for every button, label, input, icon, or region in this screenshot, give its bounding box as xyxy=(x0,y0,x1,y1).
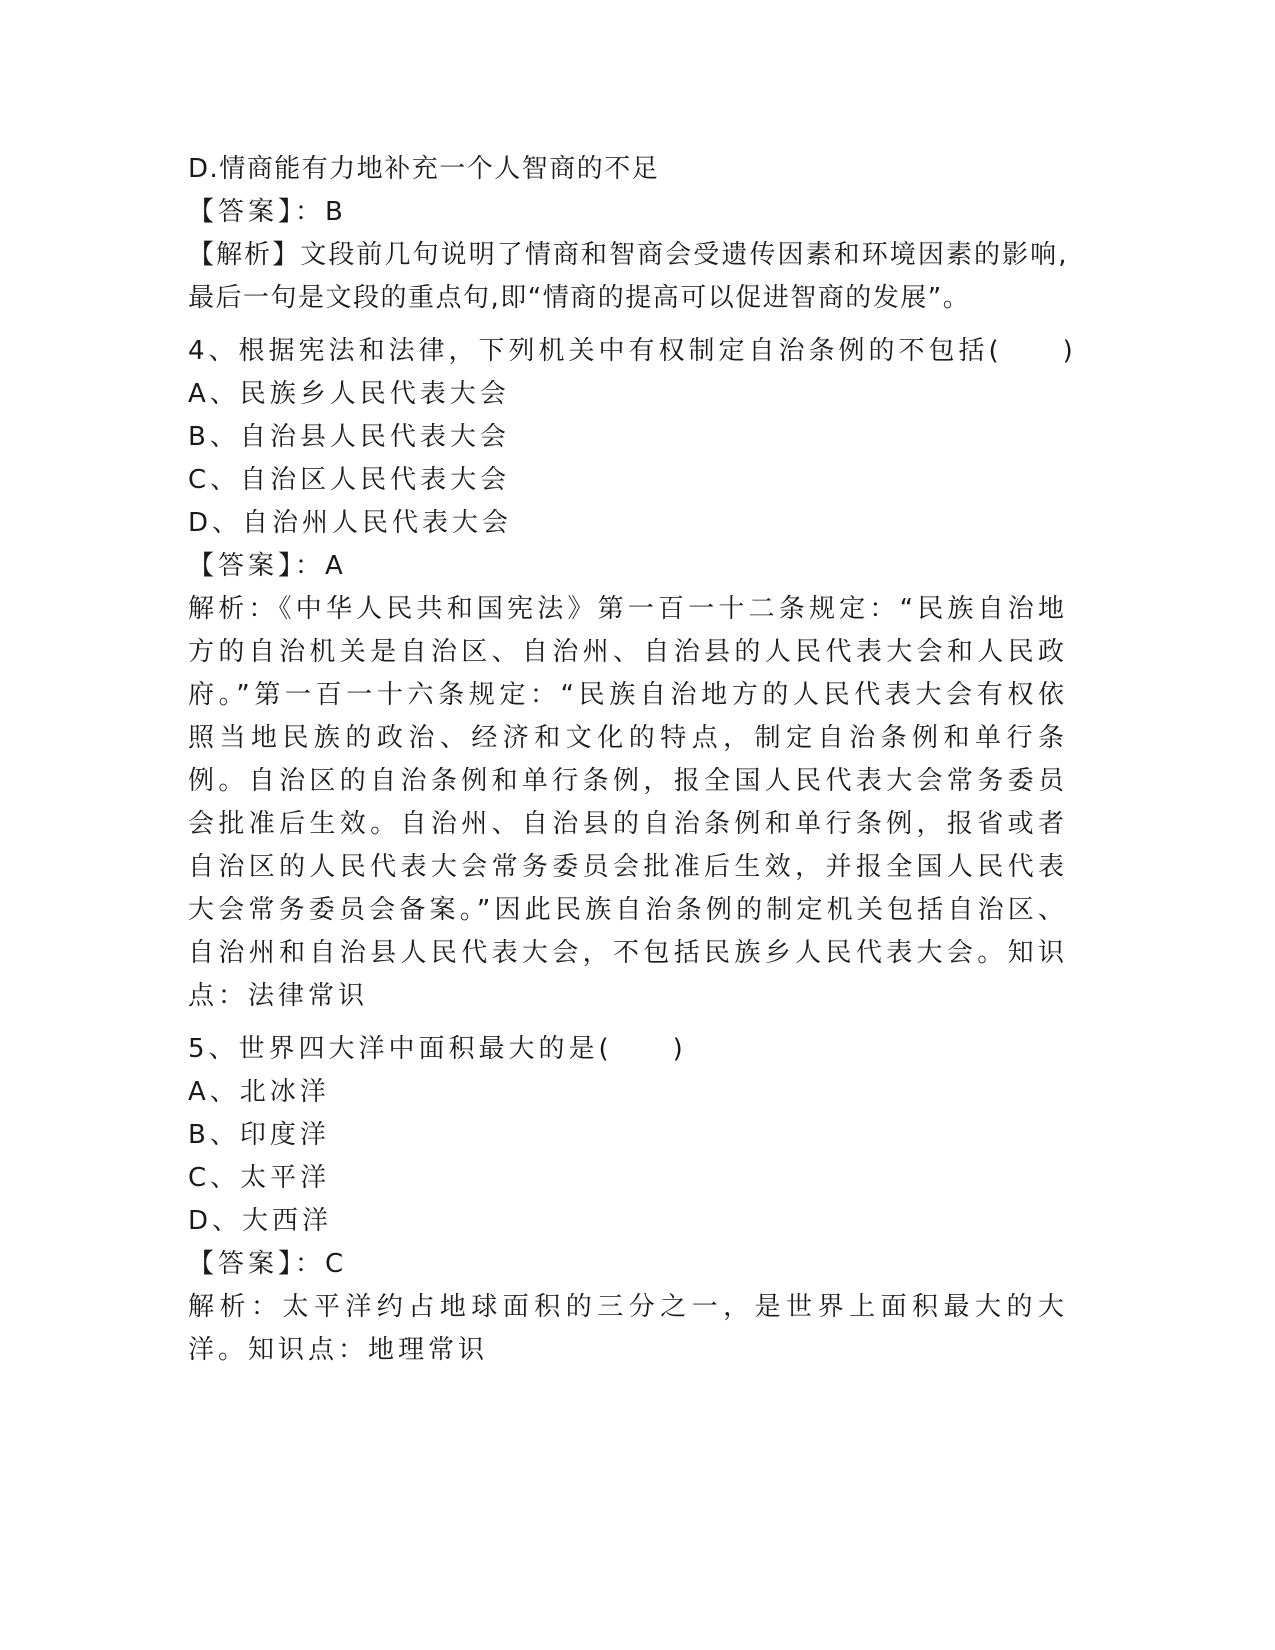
q4-analysis: 解析：《中华人民共和国宪法》第一百一十二条规定：“民族自治地方的自治机关是自治区、自治州、自治县的人民代表大会和人民政府。”第一百一十六条规定：“民族自治地方的人民代表大会有权依照当地民族的政治、经济和文化的特点，制定自治条例和单行条例。自治区的自治条例和单行条例，报全国人民代表大会常务委员会批准后生效。自治州、自治县的自治条例和单行条例，报省或者自治区的人民代表大会常务委员会批准后生效，并报全国人民代表大会常务委员会备案。”因此民族自治条例的制定机关包括自治区、自治州和自治县人民代表大会，不包括民族乡人民代表大会。知识点：法律常识 xyxy=(188,594,1068,1011)
q3-answer: 【答案】：B xyxy=(188,197,347,227)
q5-option-b: B、印度洋 xyxy=(188,1120,330,1150)
spacer xyxy=(188,320,1068,330)
q5-option-a: A、北冰洋 xyxy=(188,1077,330,1107)
q4-answer: 【答案】：A xyxy=(188,551,347,581)
document-page xyxy=(188,148,1077,1372)
spacer xyxy=(188,1018,1068,1028)
q4-option-c: C、自治区人民代表大会 xyxy=(188,465,511,495)
q5-analysis: 解析：太平洋约占地球面积的三分之一，是世界上面积最大的大洋。知识点：地理常识 xyxy=(188,1292,1068,1365)
q4-option-d: D、自治州人民代表大会 xyxy=(188,508,513,538)
q4-option-b: B、自治县人民代表大会 xyxy=(188,422,510,452)
q5-option-c: C、太平洋 xyxy=(188,1163,331,1193)
q3-option-d: D.情商能有力地补充一个人智商的不足 xyxy=(188,154,660,184)
q5-question: 5、世界四大洋中面积最大的是( ) xyxy=(188,1034,687,1064)
q4-option-a: A、民族乡人民代表大会 xyxy=(188,379,510,409)
q5-option-d: D、大西洋 xyxy=(188,1206,333,1236)
q3-analysis: 【解析】文段前几句说明了情商和智商会受遗传因素和环境因素的影响,最后一句是文段的重点句,即“情商的提高可以促进智商的发展”。 xyxy=(188,240,1068,313)
q5-answer: 【答案】：C xyxy=(188,1249,348,1279)
q4-question: 4、根据宪法和法律，下列机关中有权制定自治条例的不包括( ) xyxy=(188,336,1077,366)
